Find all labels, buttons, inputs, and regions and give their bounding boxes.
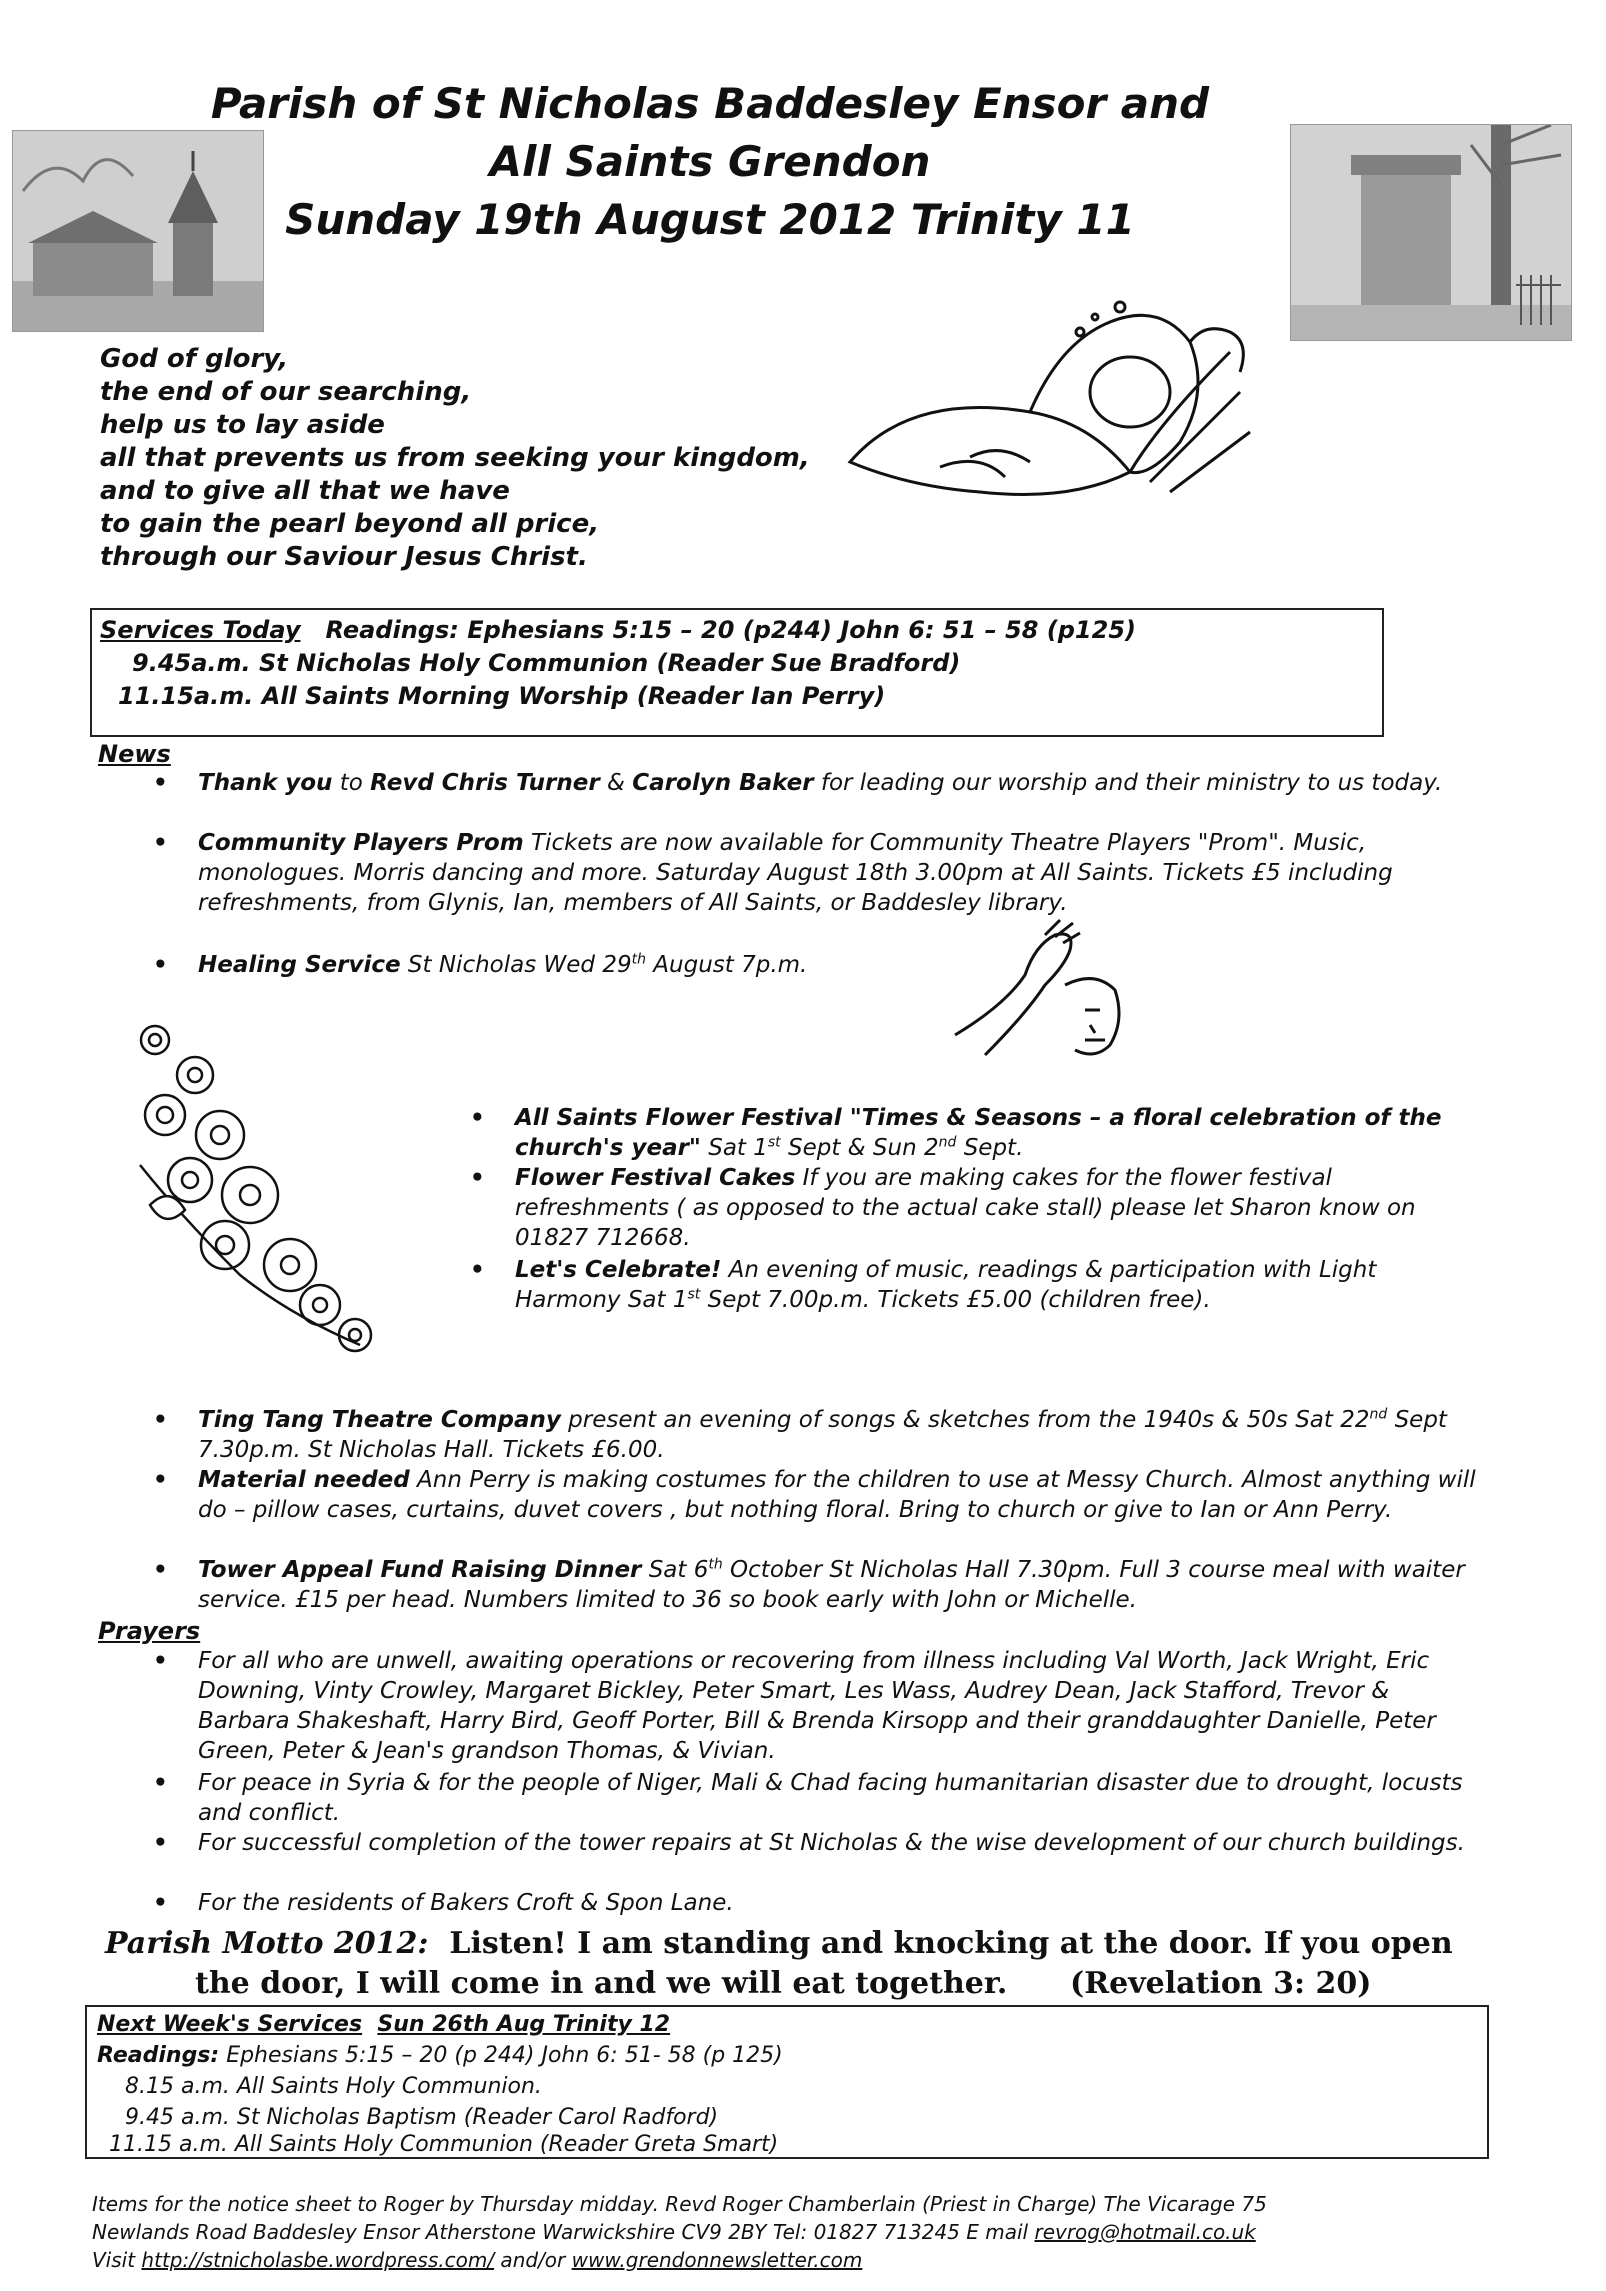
service-line: 9.45a.m. St Nicholas Holy Communion (Reader Sue Bradford) xyxy=(132,649,961,677)
prayer-line: to gain the pearl beyond all price, xyxy=(100,509,600,539)
news-item-title: Tower Appeal Fund Raising Dinner xyxy=(198,1557,642,1583)
news-item-title: Thank you xyxy=(198,770,333,796)
prayer-line: help us to lay aside xyxy=(100,410,385,440)
bullet-icon: • xyxy=(153,1407,168,1433)
bullet-icon: • xyxy=(153,1830,168,1856)
prayers-heading: Prayers xyxy=(98,1617,201,1645)
next-week-readings xyxy=(97,2040,783,2071)
news-item xyxy=(153,768,1488,798)
service-line: 8.15 a.m. All Saints Holy Communion. xyxy=(125,2074,542,2099)
visit-label: Visit xyxy=(92,2248,142,2272)
readings-text: Ephesians 5:15 – 20 (p 244) John 6: 51- 58 (p 125) xyxy=(219,2043,783,2068)
news-item-text: for leading our worship and their ministry to us today. xyxy=(813,770,1443,796)
hands-with-pearl-illustration xyxy=(830,262,1280,562)
bullet-icon: • xyxy=(153,830,168,856)
news-item-text: Sept 7.30p.m. St Nicholas Hall. Tickets £6.00. xyxy=(198,1407,1447,1463)
motto-line-2 xyxy=(105,1964,1505,2004)
ordinal-suffix: st xyxy=(687,1286,701,1303)
news-heading: News xyxy=(98,740,171,768)
news-item-text: Sat 6 xyxy=(641,1557,709,1583)
bullet-icon: • xyxy=(153,770,168,796)
collect-prayer xyxy=(100,343,810,574)
prayer-item-text: For the residents of Bakers Croft & Spon Lane. xyxy=(198,1890,734,1916)
prayer-item xyxy=(153,1768,1488,1828)
prayer-item-text: For successful completion of the tower repairs at St Nicholas & the wise development of our church buildings. xyxy=(198,1830,1465,1856)
wordpress-link[interactable]: http://stnicholasbe.wordpress.com/ xyxy=(141,2248,495,2272)
service-line: 9.45 a.m. St Nicholas Baptism (Reader Carol Radford) xyxy=(125,2105,719,2130)
email-link[interactable]: revrog@hotmail.co.uk xyxy=(1034,2220,1256,2244)
bullet-icon: • xyxy=(153,1770,168,1796)
news-item-text: If you are making cakes for the flower festival refreshments ( as opposed to the actual cake stall) please let Sharon know on 01827 712668. xyxy=(515,1165,1416,1251)
ordinal-suffix: th xyxy=(631,951,646,968)
all-saints-church-photo xyxy=(1290,124,1572,341)
news-item-text: St Nicholas Wed 29 xyxy=(400,952,632,978)
ordinal-suffix: th xyxy=(708,1556,723,1573)
bullet-icon: • xyxy=(153,1467,168,1493)
next-week-date: Sun 26th Aug Trinity 12 xyxy=(377,2012,671,2037)
readings-label: Readings: xyxy=(97,2043,220,2068)
service-line: 11.15 a.m. All Saints Holy Communion (Reader Greta Smart) xyxy=(109,2132,779,2157)
prayer-line: through our Saviour Jesus Christ. xyxy=(100,542,588,572)
prayer-item xyxy=(153,1646,1488,1766)
news-item-text: present an evening of songs & sketches from the 1940s & 50s Sat 22 xyxy=(560,1407,1370,1433)
news-item-text: October St Nicholas Hall 7.30pm. Full 3 course meal with waiter service. £15 per head. Numbers limited to 36 so book early with John or Michelle. xyxy=(198,1557,1465,1613)
services-today-box xyxy=(90,608,1384,737)
service-line: 11.15a.m. All Saints Morning Worship (Reader Ian Perry) xyxy=(118,682,886,710)
news-item-title: Flower Festival Cakes xyxy=(515,1165,796,1191)
bullet-icon: • xyxy=(153,1890,168,1916)
and-or-text: and/or xyxy=(494,2248,572,2272)
motto-label: Parish Motto 2012: xyxy=(105,1926,429,1961)
news-item-text: Ann Perry is making costumes for the children to use at Messy Church. Almost anything will do – pillow cases, curtains, duvet covers , but nothing floral. Bring to church or give to Ian or Ann Perry. xyxy=(198,1467,1476,1523)
title-line-1: Parish of St Nicholas Baddesley Ensor and xyxy=(210,79,1210,128)
news-item-text: Sat 1 xyxy=(700,1135,768,1161)
news-item xyxy=(153,950,998,980)
parish-motto xyxy=(105,1924,1505,2004)
prayer-line: the end of our searching, xyxy=(100,377,472,407)
bullet-icon: • xyxy=(470,1165,485,1191)
healing-hands-illustration xyxy=(945,915,1145,1065)
ordinal-suffix: nd xyxy=(1369,1406,1388,1423)
bullet-icon: • xyxy=(470,1257,485,1283)
prayer-item-text: For all who are unwell, awaiting operations or recovering from illness including Val Worth, Jack Wright, Eric Downing, Vinty Crowley, Margaret Bickley, Peter Smart, Les Wass, Audrey Dean, Jack Stafford, Trevor & Barbara Shakeshaft, Harry Bird, Geoff Porter, Bill & Brenda Kirsopp and their granddaughter Danielle, Peter Green, Peter & Jean's grandson Thomas, & Vivian. xyxy=(198,1648,1436,1764)
news-item-title: Material needed xyxy=(198,1467,410,1493)
footer-line-1: Items for the notice sheet to Roger by Thursday midday. Revd Roger Chamberlain (Priest in Charge) The Vicarage 75 xyxy=(92,2192,1267,2216)
motto-text: the door, I will come in and we will eat together. xyxy=(195,1966,1008,2001)
next-week-services-box xyxy=(85,2005,1489,2159)
prayer-item xyxy=(153,1888,1488,1918)
footer-contact xyxy=(92,2190,1512,2274)
news-item-name: Carolyn Baker xyxy=(632,770,814,796)
news-item-title: All Saints Flower Festival "Times & Seasons – a floral celebration of the church's year" xyxy=(515,1105,1442,1161)
next-week-header xyxy=(97,2009,670,2040)
prayer-line: and to give all that we have xyxy=(100,476,510,506)
news-item-name: Revd Chris Turner xyxy=(370,770,600,796)
footer-line-3 xyxy=(92,2246,1512,2274)
news-item-text: Sept. xyxy=(956,1135,1024,1161)
news-item-title: Community Players Prom xyxy=(198,830,524,856)
news-item-title: Healing Service xyxy=(198,952,401,978)
motto-reference: (Revelation 3: 20) xyxy=(1070,1966,1372,2001)
title-line-3: Sunday 19th August 2012 Trinity 11 xyxy=(285,195,1135,244)
title-line-2: All Saints Grendon xyxy=(489,137,931,186)
news-item-text: Sept & Sun 2 xyxy=(780,1135,939,1161)
news-item-text: August 7p.m. xyxy=(645,952,808,978)
page-title xyxy=(160,75,1260,249)
bullet-icon: • xyxy=(153,952,168,978)
motto-line-1 xyxy=(105,1924,1505,1964)
services-today-readings: Readings: Ephesians 5:15 – 20 (p244) John 6: 51 – 58 (p125) xyxy=(325,616,1136,644)
church-photo-image xyxy=(1291,125,1571,340)
bullet-icon: • xyxy=(153,1557,168,1583)
prayer-line: God of glory, xyxy=(100,344,289,374)
prayer-line: all that prevents us from seeking your kingdom, xyxy=(100,443,810,473)
news-item-text: to xyxy=(332,770,371,796)
news-item xyxy=(153,828,1488,918)
news-item xyxy=(153,1405,1488,1465)
news-item xyxy=(153,1465,1488,1525)
st-nicholas-church-photo xyxy=(12,130,264,332)
news-item-title: Ting Tang Theatre Company xyxy=(198,1407,561,1433)
news-item xyxy=(470,1255,1475,1315)
grendon-newsletter-link[interactable]: www.grendonnewsletter.com xyxy=(571,2248,863,2272)
services-today-heading: Services Today xyxy=(100,616,301,644)
flower-icon xyxy=(141,1026,371,1351)
flowers-illustration xyxy=(120,1015,400,1360)
news-item-title: Let's Celebrate! xyxy=(515,1257,722,1283)
services-today-header xyxy=(100,614,1370,647)
footer-line-2 xyxy=(92,2218,1512,2246)
news-item xyxy=(153,1555,1488,1615)
motto-text: Listen! I am standing and knocking at the door. If you open xyxy=(449,1926,1453,1961)
bullet-icon: • xyxy=(470,1105,485,1131)
news-item xyxy=(470,1163,1475,1253)
ordinal-suffix: nd xyxy=(938,1134,957,1151)
next-week-heading: Next Week's Services xyxy=(97,2012,363,2037)
prayer-item-text: For peace in Syria & for the people of Niger, Mali & Chad facing humanitarian disaster due to drought, locusts and conflict. xyxy=(198,1770,1463,1826)
church-photo-image xyxy=(13,131,263,331)
footer-address: Newlands Road Baddesley Ensor Atherstone Warwickshire CV9 2BY Tel: 01827 713245 E mail xyxy=(92,2220,1035,2244)
news-item xyxy=(470,1103,1475,1163)
bullet-icon: • xyxy=(153,1648,168,1674)
news-item-text: An evening of music, readings & participation with Light Harmony Sat 1 xyxy=(515,1257,1377,1313)
news-item-text: & xyxy=(599,770,633,796)
news-item-text: Sept 7.00p.m. Tickets £5.00 (children free). xyxy=(700,1287,1211,1313)
news-item-text: Tickets are now available for Community Theatre Players "Prom". Music, monologues. Morris dancing and more. Saturday August 18th 3.00pm at All Saints. Tickets £5 including refreshments, from Glynis, Ian, members of All Saints, or Baddesley library. xyxy=(198,830,1393,916)
prayer-item xyxy=(153,1828,1488,1858)
ordinal-suffix: st xyxy=(767,1134,781,1151)
